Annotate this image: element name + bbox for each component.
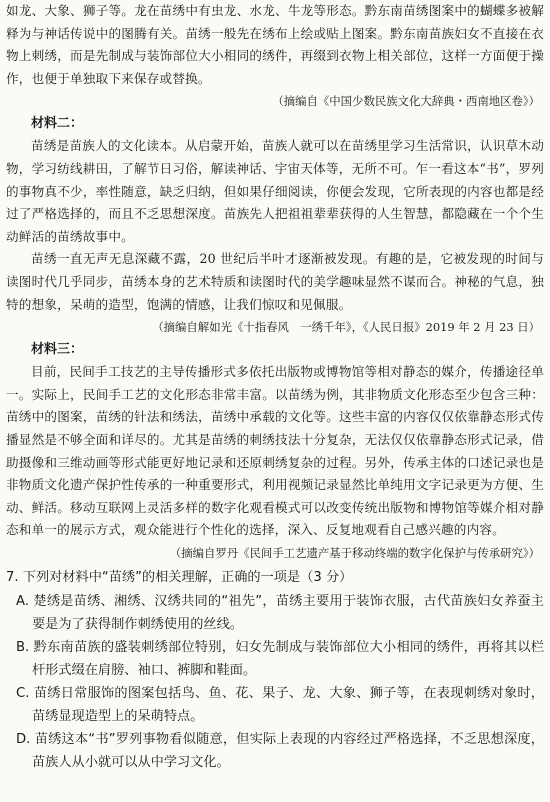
material-2-paragraph-1: 苗绣是苗族人的文化读本。从启蒙开始，苗族人就可以在苗绣里学习生活常识，认识草木动物，学习纺线耕田，了解节日习俗，解读神话、宇宙天体等，无所不可。乍一看这本“书”，罗列的事物真不少，率性随意，缺乏归纳，但如果仔细阅读，你便会发现，它所表现的内容也都是经过了严格选择的，而且不乏思想深度。苗族先人把祖祖辈辈获得的人生智慧，都隐藏在一个个生动鲜活的苗绣故事中。 (6, 138, 544, 244)
material-2-paragraph-2: 苗绣一直无声无息深藏不露，20 世纪后半叶才逐渐被发现。有趣的是，它被发现的时间与读图时代几乎同步，苗绣本身的艺术特质和读图时代的美学趣味显然不谋而合。神秘的气息，独特的想象，呆萌的造型，饱满的情感，让我们惊叹和见佩服。 (6, 251, 544, 312)
option-d[interactable]: D. 苗绣这本“书”罗列事物看似随意，但实际上表现的内容经过严格选择，不乏思想深度，苗族人从小就可以从中学习文化。 (16, 731, 544, 770)
material-2-heading: 材料二： (31, 116, 84, 132)
intro-paragraph: 如龙、大象、狮子等。龙在苗绣中有虫龙、水龙、牛龙等形态。黔东南苗绣图案中的蝴蝶多被解释为与神话传说中的图腾有关。苗绣一般先在绣布上绘或贴上图案。黔东南苗族妇女不直接在衣物上刺绣，而是先制成与装饰部位大小相同的绣件，再缀到衣物上相关部位，这样一方面便于操作，也便于单独取下来保存或替换。 (6, 3, 544, 86)
material-3-heading: 材料三： (31, 342, 84, 358)
source-citation-2: （摘编自解如光《十指春风 一绣千年》，《人民日报》2019 年 2 月 23 日） (152, 320, 540, 335)
option-c[interactable]: C. 苗绣日常服饰的图案包括鸟、鱼、花、果子、龙、大象、狮子等，在表现刺绣对象时，苗绣显现造型上的呆萌特点。 (16, 685, 544, 724)
source-citation-1: （摘编自《中国少数民族文化大辞典・西南地区卷》） (272, 94, 540, 109)
option-b[interactable]: B. 黔东南苗族的盛装刺绣部位特别，妇女先制成与装饰部位大小相同的绣件，再将其以栏杆形式缀在肩膀、袖口、裤脚和鞋面。 (16, 639, 544, 678)
source-citation-3: （摘编自罗丹《民间手工艺遗产基于移动终端的数字化保护与传承研究》） (169, 545, 540, 560)
option-a[interactable]: A. 楚绣是苗绣、湘绣、汉绣共同的“祖先”，苗绣主要用于装饰衣服，古代苗族妇女养蚕主要是为了获得制作刺绣使用的丝线。 (16, 593, 544, 632)
question-stem: 7. 下列对材料中“苗绣”的相关理解，正确的一项是（3 分） (6, 569, 353, 585)
material-3-paragraph-1: 目前，民间手工技艺的主导传播形式多依托出版物或博物馆等相对静态的媒介，传播途径单一。实际上，民间手工艺的文化形态非常丰富。以苗绣为例，其非物质文化形态至少包含三种：苗绣中的图案，苗绣的针法和绣法，苗绣中承载的文化等。这些丰富的内容仅仅依靠静态形式传播显然是不够全面和详尽的。尤其是苗绣的刺绣技法十分复杂，无法仅仅依靠静态形式记录，借助摄像和三维动画等形式能更好地记录和还原刺绣复杂的过程。另外，传承主体的口述记录也是非物质文化遗产保护性传承的一种重要形式，利用视频记录显然比单纯用文字记录更为方便、生动、鲜活。移动互联网上灵活多样的数字化观看模式可以改变传统出版物和博物馆等媒介相对静态和单一的展示方式，观众能进行个性化的选择，深入、反复地观看自己感兴趣的内容。 (6, 364, 544, 538)
